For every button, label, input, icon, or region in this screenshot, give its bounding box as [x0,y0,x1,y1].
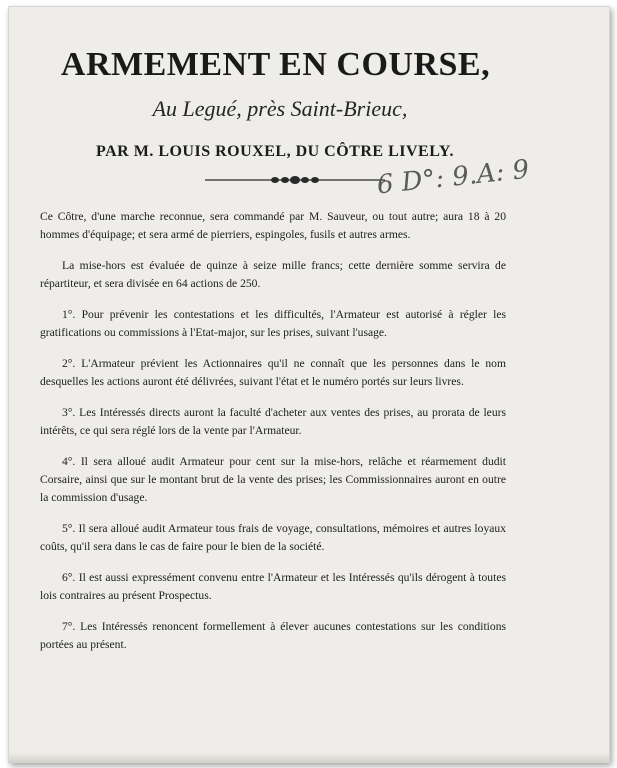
article-6: 6°. Il est aussi expressément convenu entre l'Armateur et les Intéressés qu'ils dérogent à toutes lois contraires au présent Prospectus. [40,571,506,602]
article-4: 4°. Il sera alloué audit Armateur pour cent sur la mise-hors, relâche et réarmement dudit Corsaire, ainsi que sur le montant brut de la vente des prises; les Commissionnaires auront en outre la commission d'usage. [40,455,506,504]
article-3: 3°. Les Intéressés directs auront la faculté d'acheter aux ventes des prises, au prorata de leurs intérêts, ce qui sera réglé lors de la vente par l'Armateur. [40,406,506,437]
document-body [40,208,506,667]
document-subtitle: Au Legué, près Saint-Brieuc, [152,96,408,121]
article-1: 1°. Pour prévenir les contestations et les difficultés, l'Armateur est autorisé à régler les gratifications ou commissions à l'Etat-major, sur les prises, suivant l'usage. [40,308,506,339]
page-edge [9,752,609,762]
document-title: ARMEMENT EN COURSE, [60,46,491,83]
handwritten-annotation: 6 D°: 9.A: 9 [375,154,531,201]
article-2: 2°. L'Armateur prévient les Actionnaires qu'il ne connaît que les personnes dans le nom desquelles les actions auront été délivrées, suivant l'état et le numéro portés sur leurs livres. [40,357,506,388]
article-7: 7°. Les Intéressés renoncent formellement à élever aucunes contestations sur les conditions portées au présent. [40,620,506,651]
document-byline: PAR M. LOUIS ROUXEL, DU CÔTRE LIVELY. [96,143,454,160]
article-5: 5°. Il sera alloué audit Armateur tous frais de voyage, consultations, mémoires et autres loyaux coûts, qu'il sera dans le cas de faire pour le bien de la société. [40,522,506,553]
paragraph-intro: Ce Côtre, d'une marche reconnue, sera commandé par M. Sauveur, ou tout autre; aura 18 à 20 hommes d'équipage; et sera armé de pierriers, espingoles, fusils et autres armes. [40,210,506,241]
paragraph-mise-hors: La mise-hors est évaluée de quinze à seize mille francs; cette dernière somme servira de répartiteur, et sera divisée en 64 actions de 250. [40,259,506,290]
ornament-divider [205,174,385,186]
